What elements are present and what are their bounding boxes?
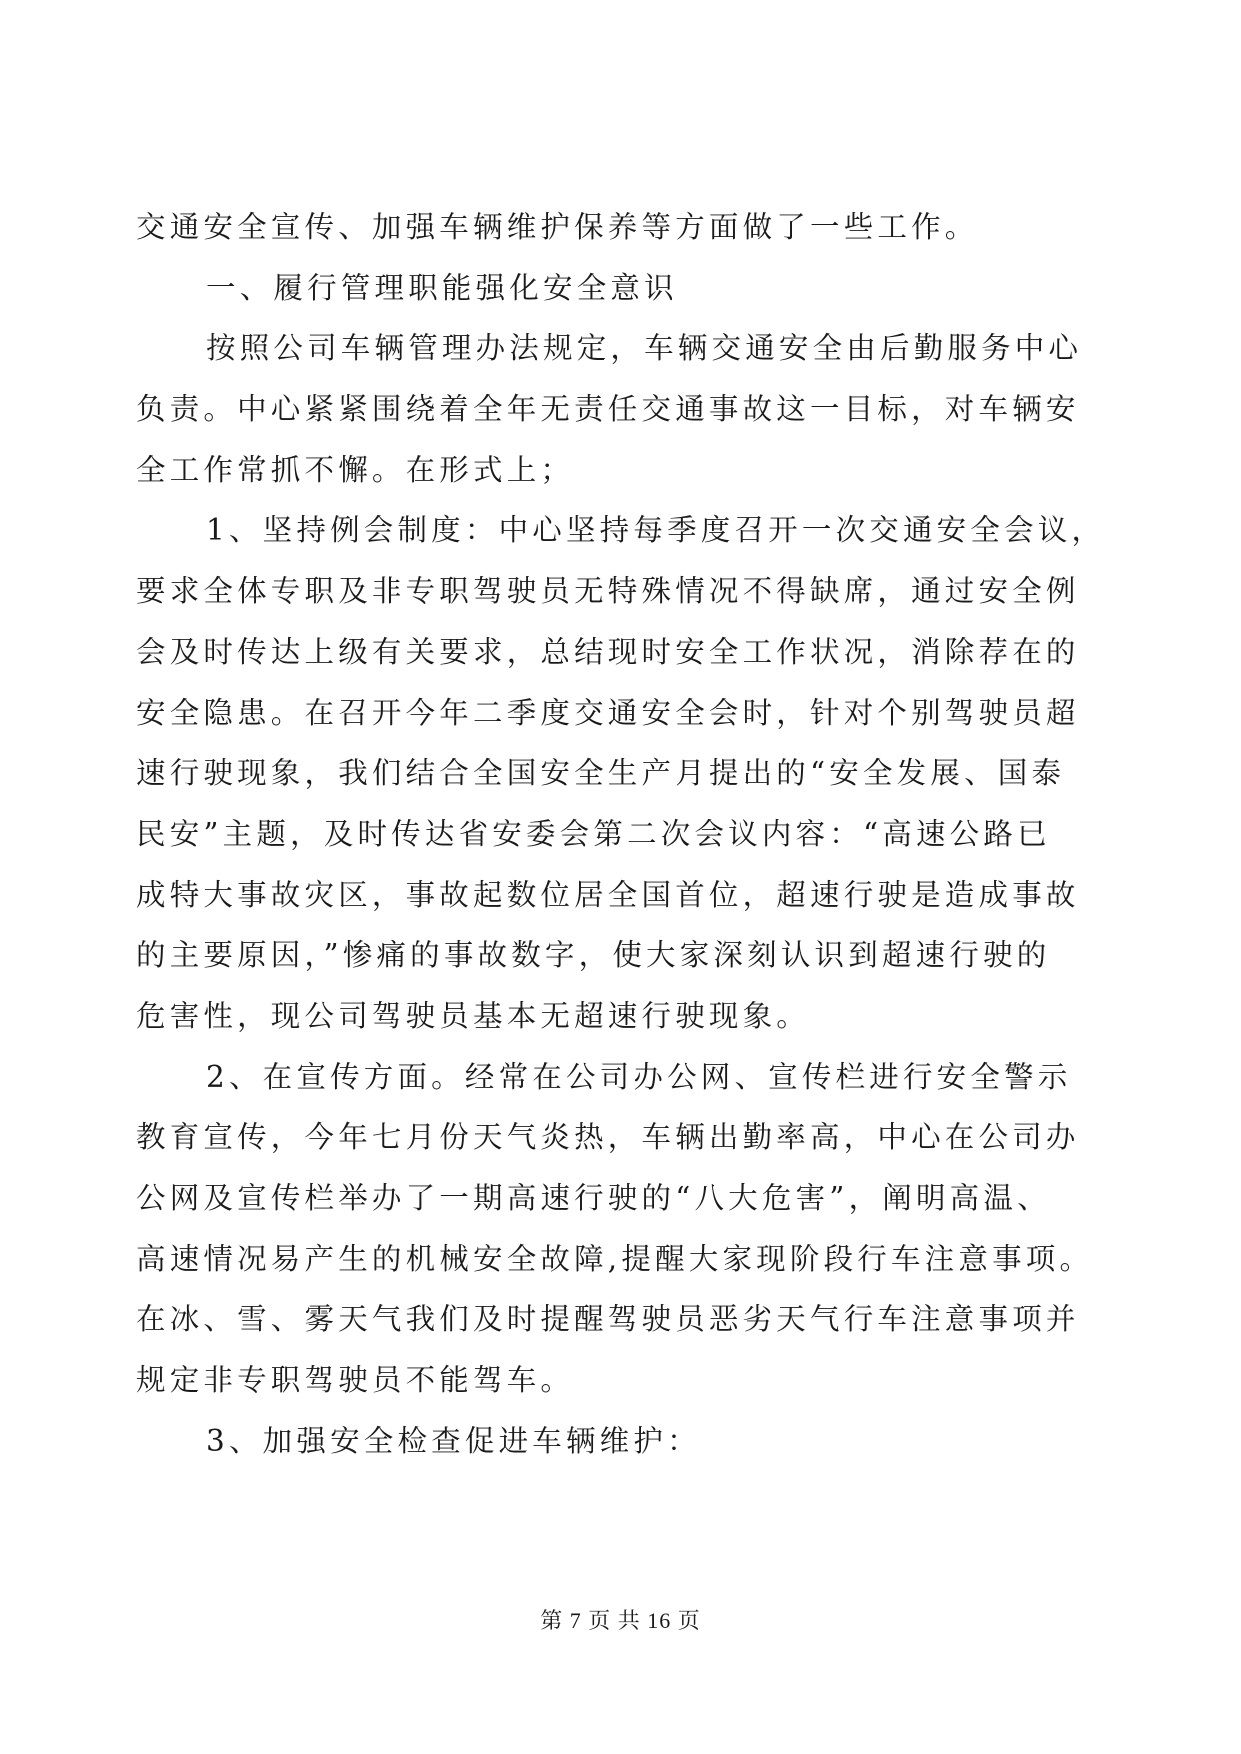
text-line: 2、在宣传方面。经常在公司办公网、宣传栏进行安全警示 (206, 1059, 1072, 1094)
text-line: 成特大事故灾区，事故起数位居全国首位，超速行驶是造成事故 (136, 877, 1080, 912)
text-line: 在冰、雪、雾天气我们及时提醒驾驶员恶劣天气行车注意事项并 (136, 1302, 1080, 1337)
text-line: 速行驶现象，我们结合全国安全生产月提出的“安全发展、国泰 (136, 756, 1066, 791)
text-line: 按照公司车辆管理办法规定，车辆交通安全由后勤服务中心 (206, 331, 1083, 366)
text-line: 的主要原因，”惨痛的事故数字，使大家深刻认识到超速行驶的 (136, 938, 1051, 973)
text-line: 1、坚持例会制度：中心坚持每季度召开一次交通安全会议， (206, 513, 1106, 548)
text-line: 教育宣传，今年七月份天气炎热，车辆出勤率高，中心在公司办 (136, 1120, 1080, 1155)
text-line: 危害性，现公司驾驶员基本无超速行驶现象。 (136, 998, 811, 1033)
text-line: 全工作常抓不懈。在形式上； (136, 452, 575, 487)
text-line: 规定非专职驾驶员不能驾车。 (136, 1363, 575, 1398)
text-line: 民安”主题，及时传达省安委会第二次会议内容：“高速公路已 (136, 816, 1051, 851)
section-heading: 一、履行管理职能强化安全意识 (206, 270, 678, 305)
text-line: 3、加强安全检查促进车辆维护： (206, 1423, 701, 1458)
text-line: 安全隐患。在召开今年二季度交通安全会时，针对个别驾驶员超 (136, 695, 1080, 730)
text-line: 公网及宣传栏举办了一期高速行驶的“八大危害”，阐明高温、 (136, 1181, 1051, 1215)
page-number: 第 7 页 共 16 页 (540, 1608, 701, 1633)
text-line: 高速情况易产生的机械安全故障,提醒大家现阶段行车注意事项。 (136, 1241, 1094, 1276)
text-line: 负责。中心紧紧围绕着全年无责任交通事故这一目标，对车辆安 (136, 392, 1080, 427)
text-line: 会及时传达上级有关要求，总结现时安全工作状况，消除荐在的 (136, 634, 1080, 669)
text-line: 要求全体专职及非专职驾驶员无特殊情况不得缺席，通过安全例 (136, 574, 1080, 609)
text-line: 交通安全宣传、加强车辆维护保养等方面做了一些工作。 (136, 210, 979, 244)
body-text (136, 197, 1106, 1471)
